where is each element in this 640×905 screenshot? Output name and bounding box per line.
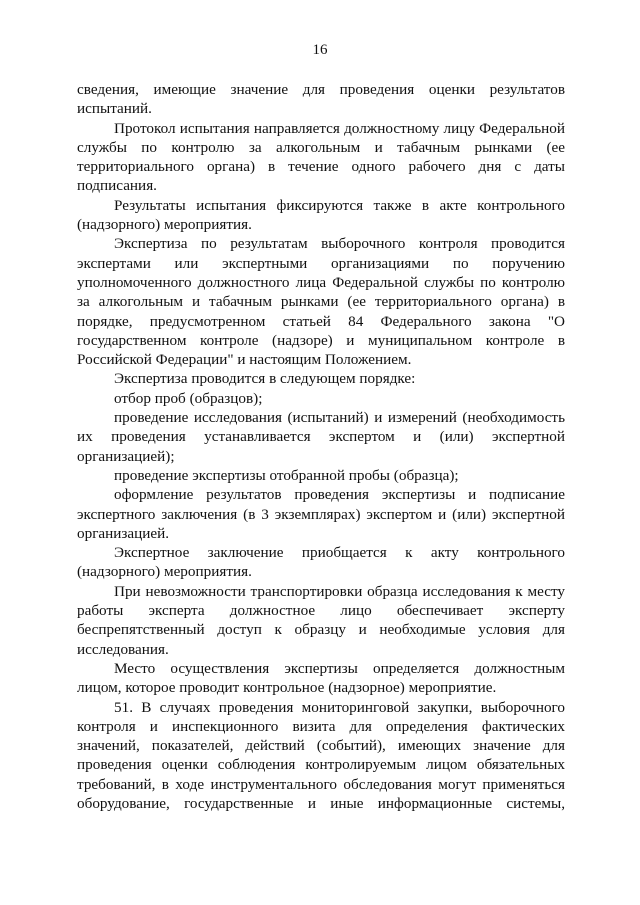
- paragraph-expertise-procedure: Экспертиза проводится в следующем порядке:: [114, 370, 416, 388]
- paragraph-51: 51. В случаях проведения мониторинговой закупки, выборочного контроля и инспекционного визита для определения фактических значений, показателей, действий (событий), имеющих значение для проведения оценки соблюдения контролируемым лицом обязательных требований, в ходе инструментального обследования могут применяться оборудование, государственные и иные информационные системы,: [77, 698, 565, 812]
- list-item-expert-conclusion: оформление результатов проведения экспертизы и подписание экспертного заключения (в 3 экземплярах) экспертом и (или) экспертной организацией.: [77, 486, 565, 542]
- paragraph-conclusion-attached: Экспертное заключение приобщается к акту контрольного (надзорного) мероприятия.: [77, 544, 565, 581]
- paragraph-expertise-conducted: Экспертиза по результатам выборочного контроля проводится экспертами или экспертными организациями по поручению уполномоченного должностного лица Федеральной службы по контролю за алкогольным и табачным рынками (ее территориального органа) в порядке, предусмотренном статьей 84 Федерального закона "О государственном контроле (надзоре) и муниципальном контроле в Российской Федерации" и настоящим Положением.: [77, 235, 565, 369]
- paragraph-protocol-sent: Протокол испытания направляется должностному лицу Федеральной службы по контролю за алкогольным и табачным рынками (ее территориального органа) в течение одного рабочего дня с даты подписания.: [77, 119, 565, 195]
- paragraph-results-recorded: Результаты испытания фиксируются также в акте контрольного (надзорного) мероприятия.: [77, 196, 565, 234]
- page-number: 16: [312, 42, 328, 58]
- list-item-sampling: отбор проб (образцов);: [114, 389, 263, 407]
- paragraph-transport-impossible: При невозможности транспортировки образца исследования к месту работы эксперта должностное лицо обеспечивает эксперту беспрепятственный доступ к образцу и необходимые условия для исследования.: [77, 582, 565, 658]
- paragraph-continuation: сведения, имеющие значение для проведения оценки результатов испытаний.: [77, 81, 565, 118]
- document-body: [77, 80, 565, 813]
- list-item-research: проведение исследования (испытаний) и измерений (необходимость их проведения устанавливается экспертом и (или) экспертной организацией);: [77, 409, 565, 465]
- list-item-expertise-sample: проведение экспертизы отобранной пробы (образца);: [114, 466, 459, 484]
- paragraph-expertise-place: Место осуществления экспертизы определяется должностным лицом, которое проводит контрольное (надзорное) мероприятие.: [77, 659, 565, 697]
